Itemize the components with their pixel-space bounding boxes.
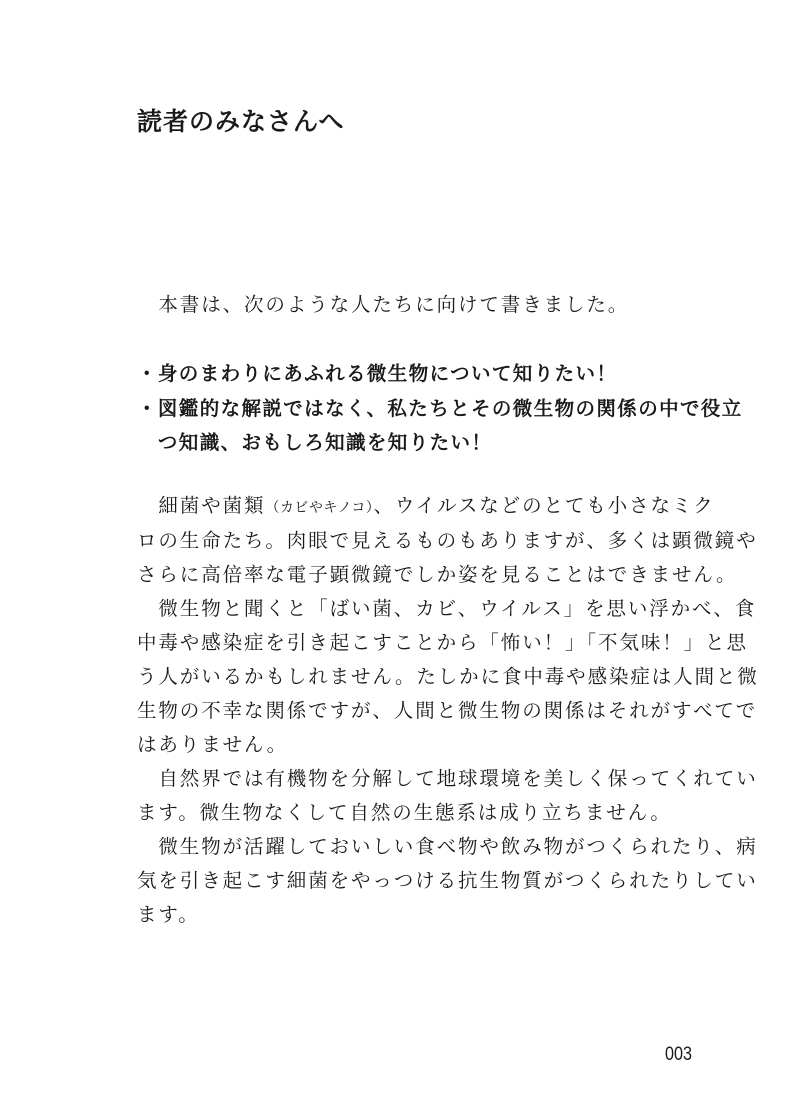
body-paragraph-1-line-1 <box>137 491 715 523</box>
chapter-title: 読者のみなさんへ <box>137 107 345 136</box>
body-paragraph-2-line-3: う人がいるかもしれません。たしかに食中毒や感染症は人間と微 <box>137 665 759 688</box>
bullet-item-1: ・身のまわりにあふれる微生物について知りたい！ <box>137 362 618 385</box>
body-text: 細菌や菌類 <box>137 494 266 517</box>
body-paragraph-4-line-3: ます。 <box>137 903 200 926</box>
body-paragraph-1-line-2: ロの生命たち。肉眼で見えるものもありますが、多くは顕微鏡や <box>137 529 758 552</box>
intro-line: 本書は、次のような人たちに向けて書きました。 <box>137 293 630 316</box>
body-text: 、ウイルスなどのとても小さなミク <box>373 494 715 517</box>
body-paragraph-3-line-2: ます。微生物なくして自然の生態系は成り立ちません。 <box>137 801 672 824</box>
body-paragraph-2-line-2: 中毒や感染症を引き起こすことから「怖い！」「不気味！」と思 <box>137 631 748 654</box>
body-paragraph-2-line-4: 生物の不幸な関係ですが、人間と微生物の関係はそれがすべてで <box>137 699 758 722</box>
page-number: 003 <box>665 1044 692 1065</box>
body-paragraph-4-line-1: 微生物が活躍しておいしい食べ物や飲み物がつくられたり、病 <box>137 835 758 858</box>
body-paragraph-3-line-1: 自然界では有機物を分解して地球環境を美しく保ってくれてい <box>137 767 758 790</box>
body-paragraph-2-line-1: 微生物と聞くと「ばい菌、カビ、ウイルス」を思い浮かべ、食 <box>137 597 757 620</box>
body-paragraph-4-line-2: 気を引き起こす細菌をやっつける抗生物質がつくられたりしてい <box>137 869 758 892</box>
body-paragraph-1-line-3: さらに高倍率な電子顕微鏡でしか姿を見ることはできません。 <box>137 563 738 586</box>
body-paragraph-2-line-5: はありません。 <box>137 733 288 756</box>
bullet-item-2: ・図鑑的な解説ではなく、私たちとその微生物の関係の中で役立 <box>137 397 743 420</box>
bullet-item-2-continued: つ知識、おもしろ知識を知りたい！ <box>137 431 493 454</box>
parenthetical-note: （カビやキノコ） <box>265 500 374 516</box>
